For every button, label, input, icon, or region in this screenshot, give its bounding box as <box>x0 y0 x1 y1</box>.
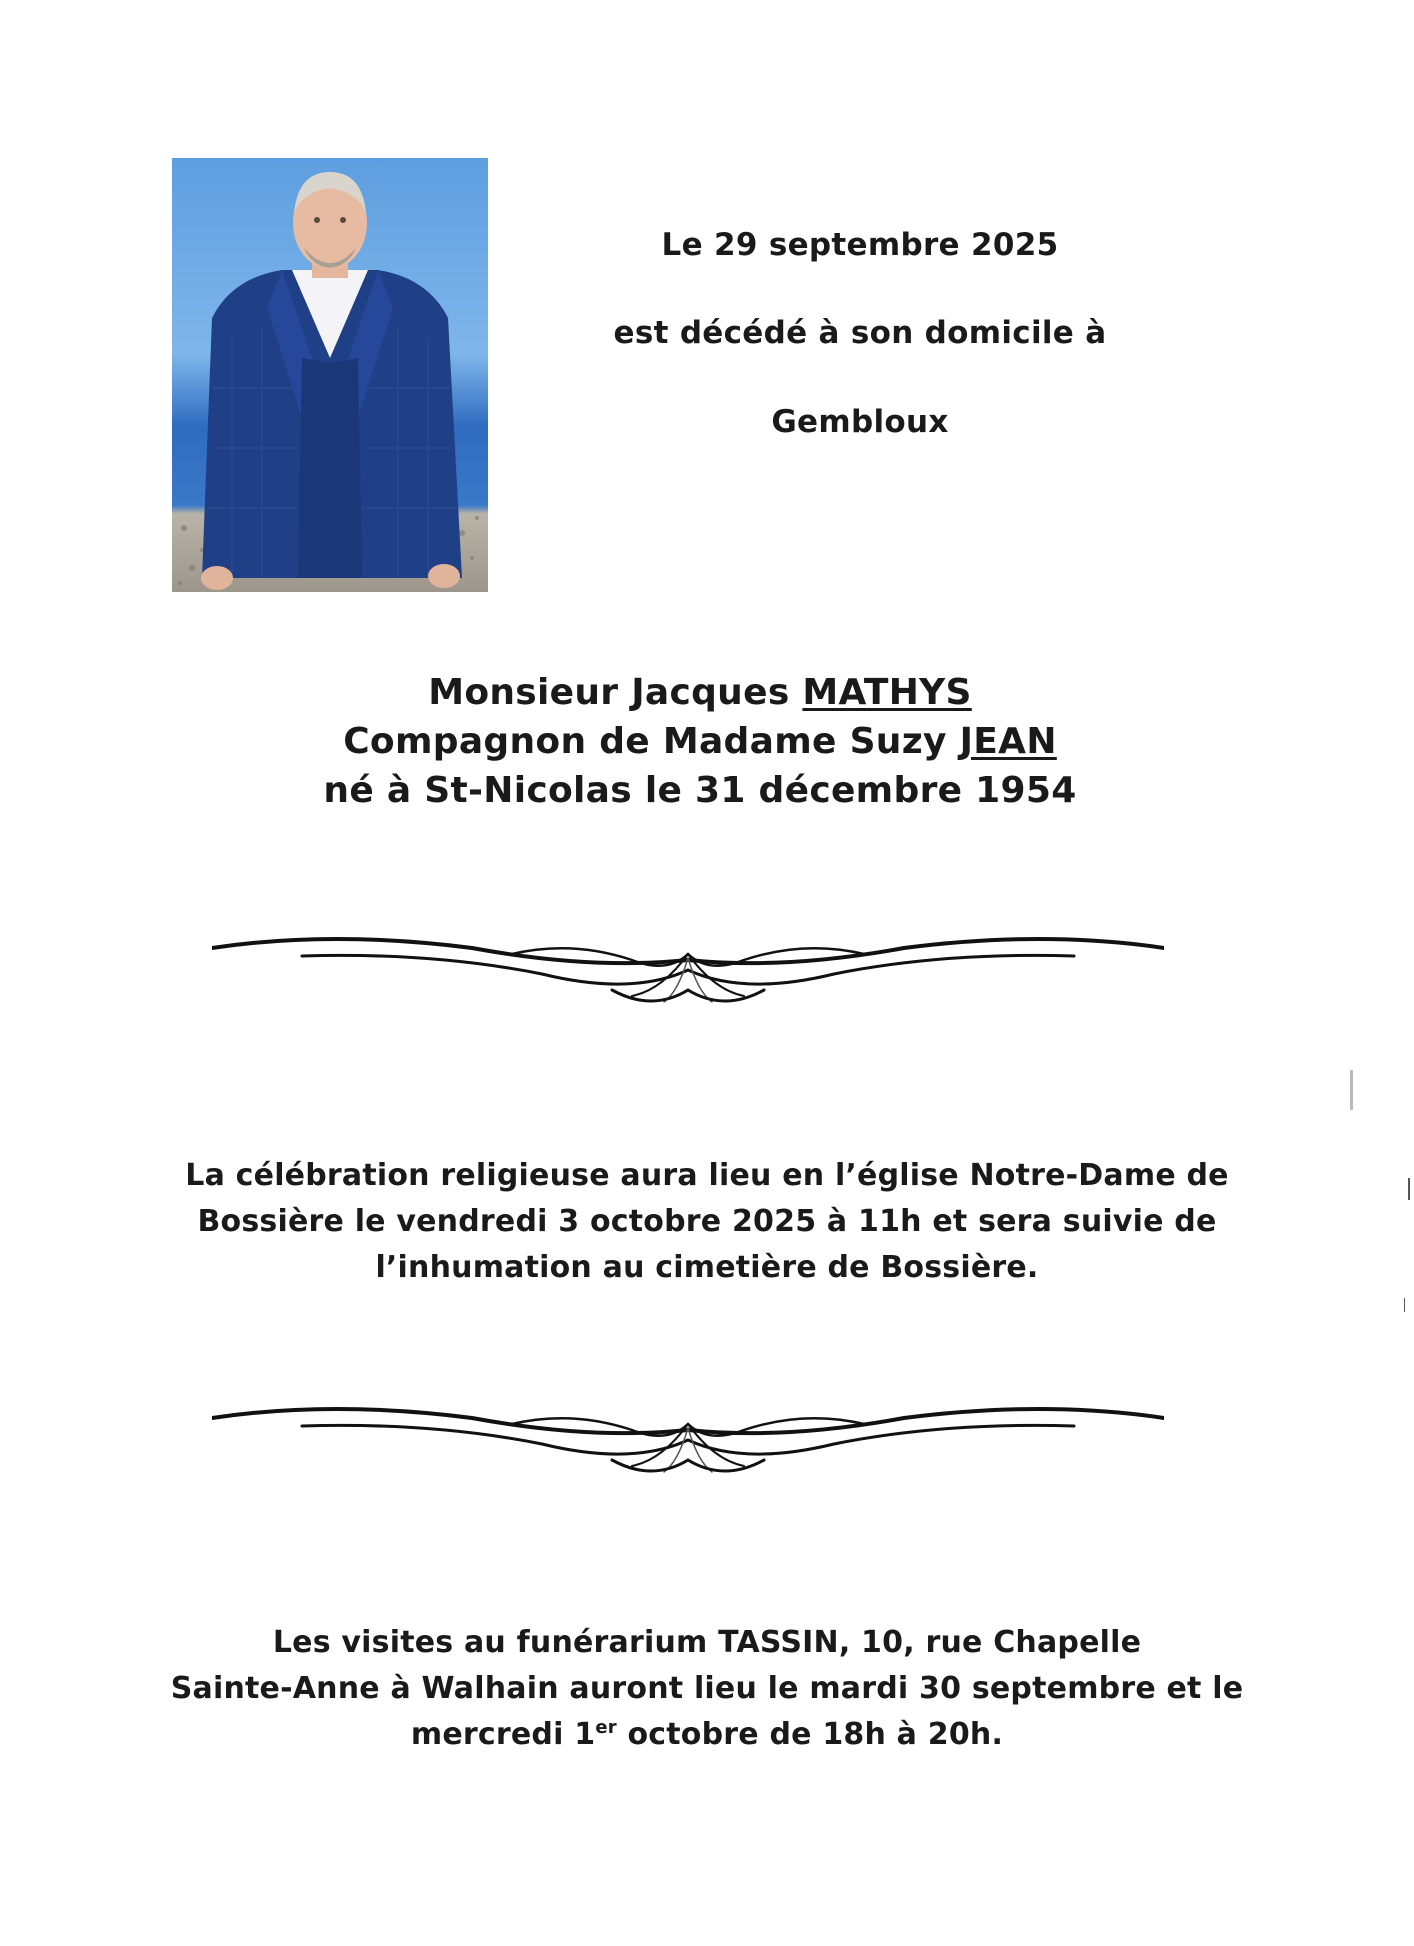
visits-line-3-end: octobre de 18h à 20h. <box>616 1717 1004 1752</box>
partner-line <box>200 717 1200 766</box>
deceased-name-line <box>200 668 1200 717</box>
birth-line: né à St-Nicolas le 31 décembre 1954 <box>323 770 1077 811</box>
deceased-identity <box>200 668 1200 815</box>
death-date-line: Le 29 septembre 2025 <box>661 227 1059 263</box>
visits-line-3 <box>150 1712 1264 1758</box>
death-place-line: est décédé à son domicile à <box>613 315 1107 351</box>
ordinal-suffix: er <box>595 1717 617 1738</box>
ceremony-line-1: La célébration religieuse aura lieu en l’église Notre-Dame de <box>185 1158 1229 1193</box>
ceremony-line-2: Bossière le vendredi 3 octobre 2025 à 11h et sera suivie de <box>197 1204 1217 1239</box>
visits-line-2: Sainte-Anne à Walhain auront lieu le mardi 30 septembre et le <box>170 1671 1244 1706</box>
death-city: Gembloux <box>771 404 949 440</box>
deceased-name-prefix: Monsieur Jacques <box>428 672 803 713</box>
ceremony-paragraph <box>150 1153 1264 1291</box>
scan-artifact <box>1408 1178 1410 1200</box>
ornamental-divider-top <box>212 930 1164 1020</box>
partner-prefix: Compagnon de Madame Suzy <box>343 721 960 762</box>
partner-surname: JEAN <box>959 721 1057 762</box>
visits-line-1: Les visites au funérarium TASSIN, 10, rue Chapelle <box>272 1625 1142 1660</box>
portrait-photo <box>172 158 488 592</box>
visits-line-3-start: mercredi 1 <box>410 1717 596 1752</box>
ornamental-divider-bottom <box>212 1400 1164 1490</box>
scan-artifact <box>1350 1070 1353 1110</box>
deceased-surname: MATHYS <box>802 672 972 713</box>
ceremony-line-3: l’inhumation au cimetière de Bossière. <box>375 1250 1039 1285</box>
visits-paragraph <box>150 1620 1264 1758</box>
scan-artifact <box>1404 1298 1405 1312</box>
